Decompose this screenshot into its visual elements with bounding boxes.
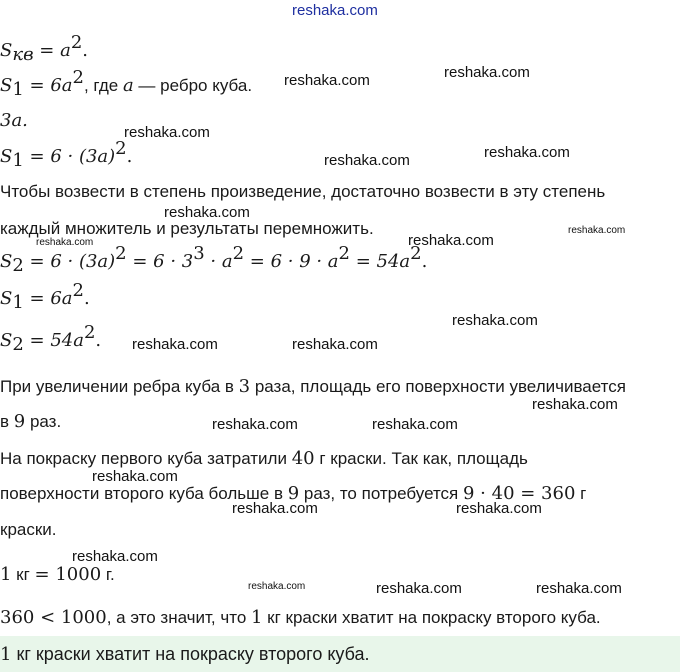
watermark: reshaka.com bbox=[568, 225, 626, 236]
watermark: reshaka.com bbox=[212, 416, 298, 433]
explanation-text: каждый множитель и результаты перемножить. bbox=[0, 219, 374, 238]
formula-square-area: $S_{кв} = a^2$. bbox=[0, 32, 89, 65]
formula-s1: $S_1 = 6a^2$. bbox=[0, 280, 90, 313]
watermark: reshaka.com bbox=[292, 336, 378, 353]
watermark: reshaka.com bbox=[376, 580, 462, 597]
formula-first-cube-area: $S_1 = 6a^2$, где a — ребро куба. bbox=[0, 67, 253, 100]
formula-substitution: $S_1 = 6 \cdot (3a)^2$. bbox=[0, 138, 133, 171]
paint-text: поверхности второго куба больше в 9 раз, то потребуется 9 · 40 = 360 г bbox=[0, 483, 587, 504]
formula-edge: 3a. bbox=[0, 110, 28, 131]
watermark: reshaka.com bbox=[452, 312, 538, 329]
watermark: reshaka.com bbox=[164, 204, 250, 221]
watermark: reshaka.com bbox=[124, 124, 210, 141]
answer-box bbox=[0, 636, 680, 672]
watermark: reshaka.com bbox=[536, 580, 622, 597]
paint-text: На покраску первого куба затратили 40 г краски. Так как, площадь bbox=[0, 448, 528, 469]
watermark: reshaka.com bbox=[324, 152, 410, 169]
watermark: reshaka.com bbox=[36, 237, 94, 248]
unit-conversion: 1 кг = 1000 г. bbox=[0, 564, 115, 585]
watermark: reshaka.com bbox=[532, 396, 618, 413]
watermark: reshaka.com bbox=[248, 581, 306, 592]
answer-text: 1 кг краски хватит на покраску второго куба. bbox=[0, 644, 370, 665]
watermark: reshaka.com bbox=[132, 336, 218, 353]
explanation-text: Чтобы возвести в степень произведение, достаточно возвести в эту степень bbox=[0, 182, 606, 201]
watermark: reshaka.com bbox=[444, 64, 530, 81]
watermark: reshaka.com bbox=[372, 416, 458, 433]
conclusion-area-text: в 9 раз. bbox=[0, 411, 62, 432]
comparison-text: 360 < 1000, а это значит, что 1 кг краски хватит на покраску второго куба. bbox=[0, 607, 601, 628]
formula-second-cube-area: $S_2 = 6 \cdot (3a)^2 = 6 \cdot 3^3 \cdot a^2 = 6 \cdot 9 \cdot a^2 = 54a^2$. bbox=[0, 243, 428, 276]
watermark: reshaka.com bbox=[456, 500, 542, 517]
watermark: reshaka.com bbox=[484, 144, 570, 161]
watermark: reshaka.com bbox=[408, 232, 494, 249]
conclusion-area-text: При увеличении ребра куба в 3 раза, площадь его поверхности увеличивается bbox=[0, 376, 626, 397]
watermark: reshaka.com bbox=[292, 2, 378, 19]
watermark: reshaka.com bbox=[92, 468, 178, 485]
paint-text: краски. bbox=[0, 520, 57, 539]
watermark: reshaka.com bbox=[232, 500, 318, 517]
watermark: reshaka.com bbox=[72, 548, 158, 565]
watermark: reshaka.com bbox=[284, 72, 370, 89]
formula-s2: $S_2 = 54a^2$. bbox=[0, 322, 102, 355]
